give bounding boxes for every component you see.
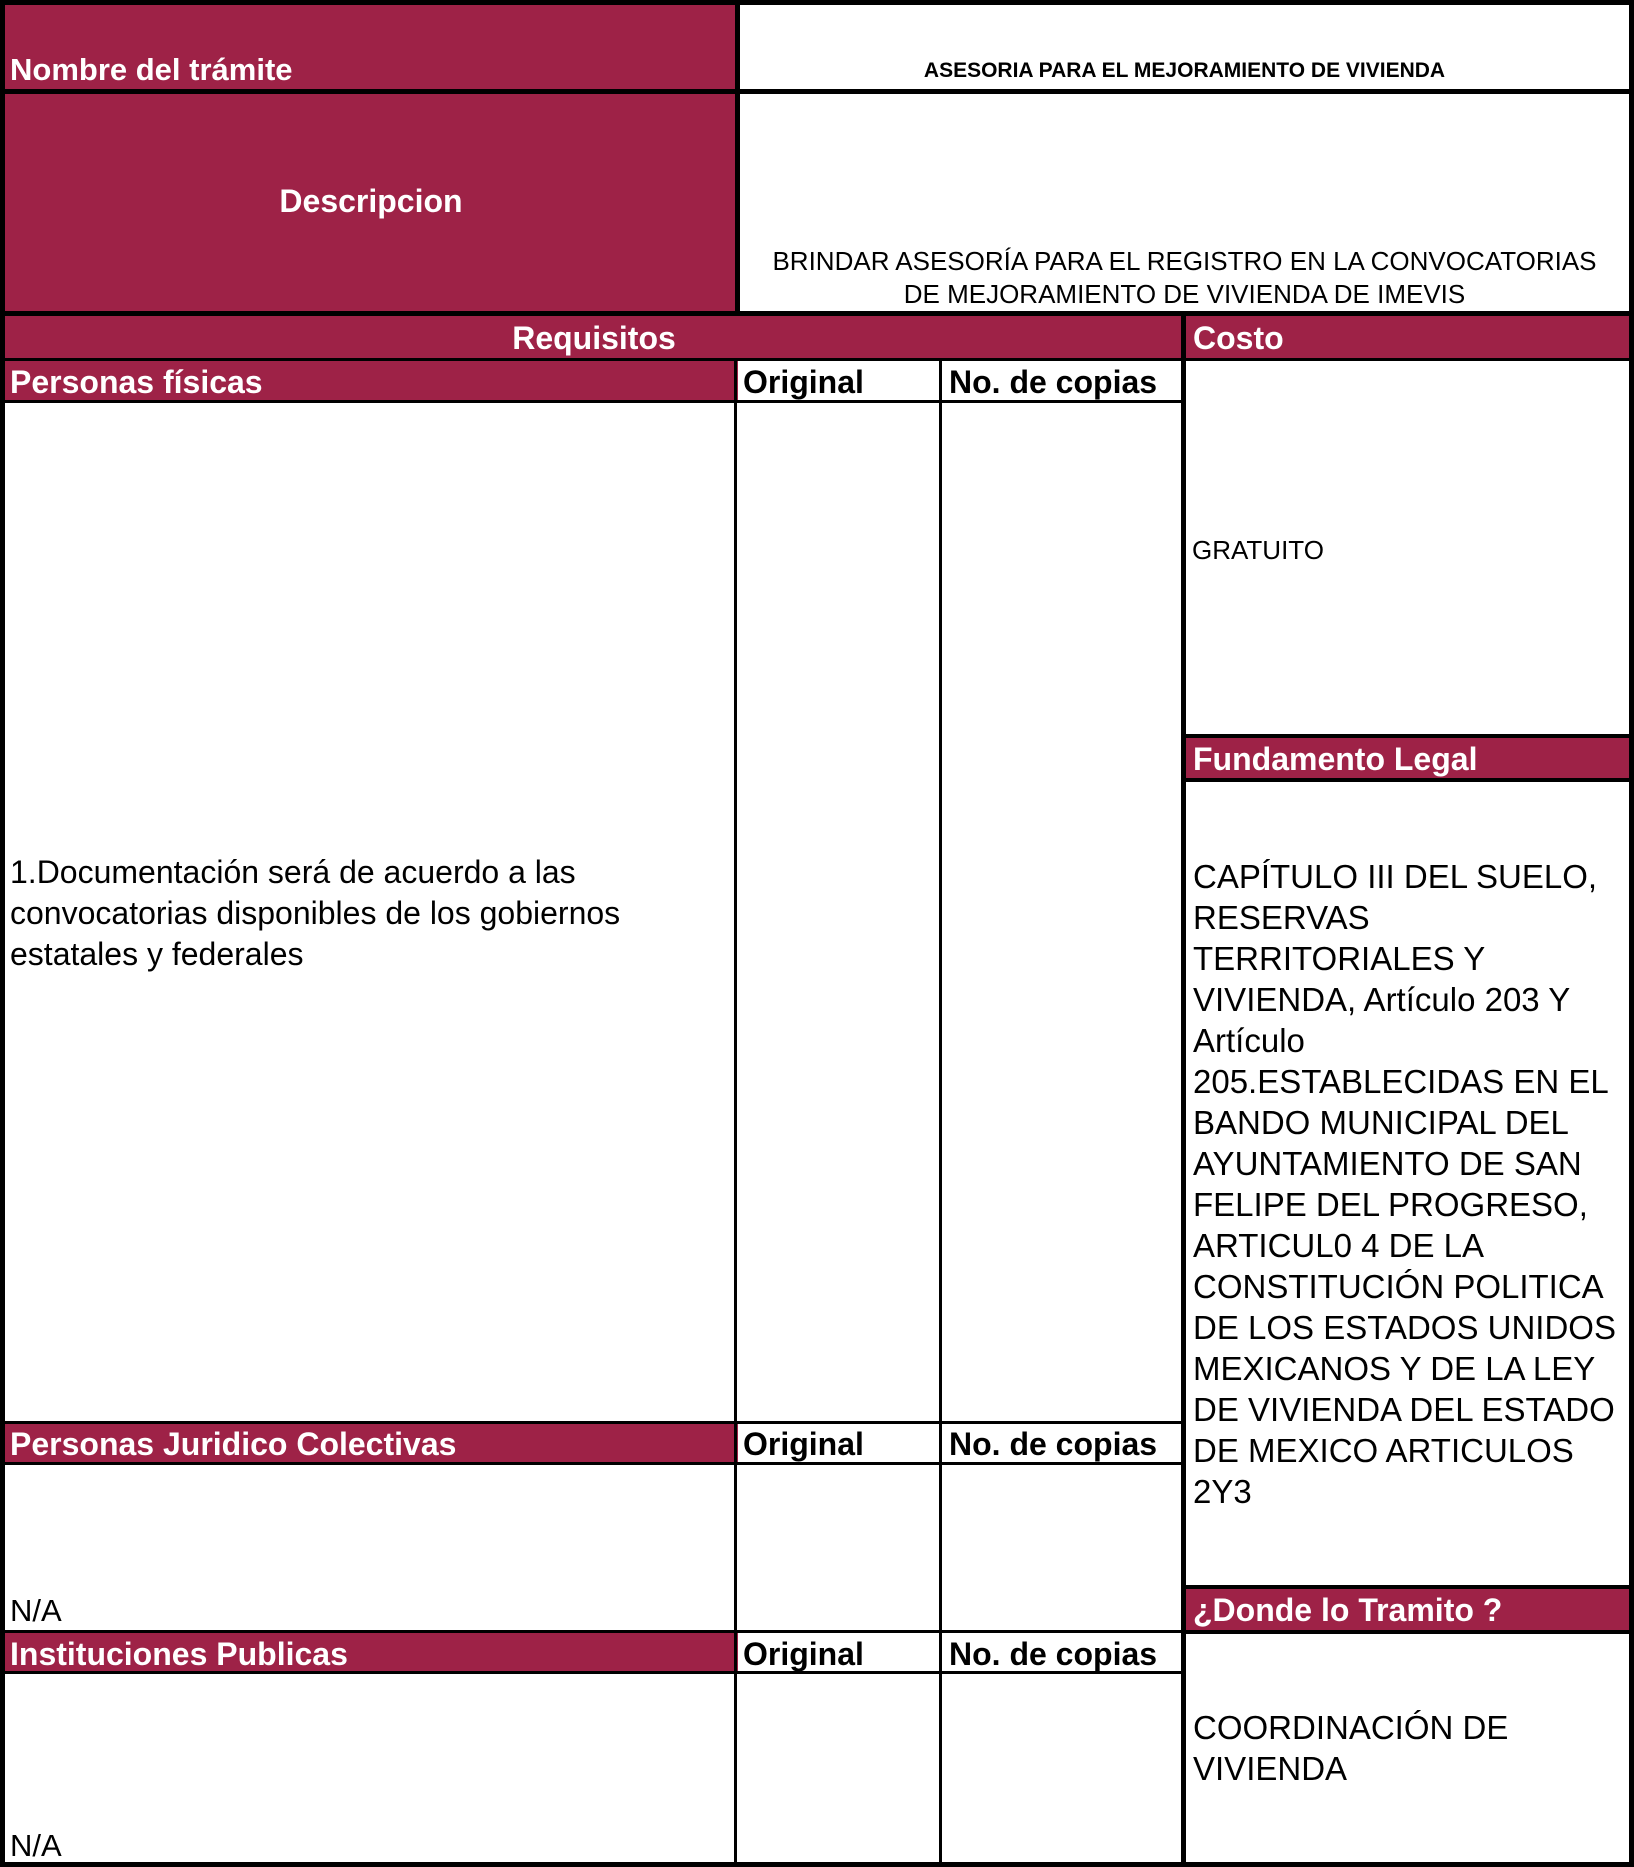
personas-fisicas-original: Original [743,364,864,400]
descripcion-line-2: DE MEJORAMIENTO DE VIVIENDA DE IMEVIS [903,279,1466,309]
instituciones-original: Original [743,1636,864,1672]
fundamento-line: Artículo [1193,1022,1305,1059]
fundamento-line: AYUNTAMIENTO DE SAN [1193,1145,1582,1182]
fundamento-line: DE LOS ESTADOS UNIDOS [1193,1309,1616,1346]
descripcion-label: Descripcion [279,183,463,219]
rule-col-copias-pf [939,358,942,1867]
fundamento-line: RESERVAS [1193,899,1370,936]
border-bottom [0,1862,1634,1867]
rule-fundamento-header [1184,778,1634,782]
fundamento-line: DE VIVIENDA DEL ESTADO [1193,1391,1615,1428]
requisito-line: convocatorias disponibles de los gobiernos [10,895,621,931]
personas-fisicas-copias: No. de copias [949,364,1158,400]
tramite-label: Nombre del trámite [10,52,293,87]
personas-juridico-copias: No. de copias [949,1426,1158,1462]
fundamento-line: BANDO MUNICIPAL DEL [1193,1104,1569,1141]
requisitos-header: Requisitos [512,320,676,356]
fundamento-line: ARTICUL0 4 DE LA [1193,1227,1485,1264]
fundamento-line: VIVIENDA, Artículo 203 Y [1193,981,1571,1018]
personas-juridico-label: Personas Juridico Colectivas [10,1426,457,1462]
border-top [0,0,1634,5]
rule-fundamento-bottom [1184,1585,1634,1589]
fundamento-line: MEXICANOS Y DE LA LEY [1193,1350,1596,1387]
rule-costo-bottom [1184,734,1634,738]
requisito-line: 1.Documentación será de acuerdo a las [10,854,576,890]
fundamento-line: DE MEXICO ARTICULOS [1193,1432,1574,1469]
personas-juridico-value: N/A [10,1593,62,1628]
instituciones-copias: No. de copias [949,1636,1158,1672]
fundamento-line: FELIPE DEL PROGRESO, [1193,1186,1588,1223]
rule-donde-header [1184,1630,1634,1634]
rule-pj-top [0,1421,1184,1424]
tramite-value: ASESORIA PARA EL MEJORAMIENTO DE VIVIENDA [923,59,1446,82]
fundamento-line: CONSTITUCIÓN POLITICA [1193,1268,1604,1305]
costo-header: Costo [1193,320,1284,356]
fundamento-header: Fundamento Legal [1193,741,1478,777]
descripcion-line-1: BRINDAR ASESORÍA PARA EL REGISTRO EN LA CONVOCATORIAS [772,246,1597,276]
donde-header: ¿Donde lo Tramito ? [1193,1592,1503,1628]
instituciones-label: Instituciones Publicas [10,1636,348,1672]
rule-main-divider [1181,311,1186,1867]
border-left [0,0,5,1867]
fundamento-line: CAPÍTULO III DEL SUELO, [1193,858,1598,895]
rule-col-original-pf [734,358,737,1867]
personas-juridico-original: Original [743,1426,864,1462]
rule-ip-top [0,1630,1184,1633]
personas-fisicas-label: Personas físicas [10,364,263,400]
rule-requisitos [0,358,1634,361]
donde-line: COORDINACIÓN DE [1193,1709,1509,1746]
fundamento-line: 205.ESTABLECIDAS EN EL [1193,1063,1609,1100]
instituciones-value: N/A [10,1828,62,1863]
fundamento-line: 2Y3 [1193,1473,1252,1510]
fundamento-line: TERRITORIALES Y [1193,940,1486,977]
rule-tramite [0,89,1634,94]
rule-descripcion [0,311,1634,316]
requisito-line: estatales y federales [10,936,304,972]
donde-line: VIVIENDA [1193,1750,1348,1787]
costo-value: GRATUITO [1192,535,1324,565]
